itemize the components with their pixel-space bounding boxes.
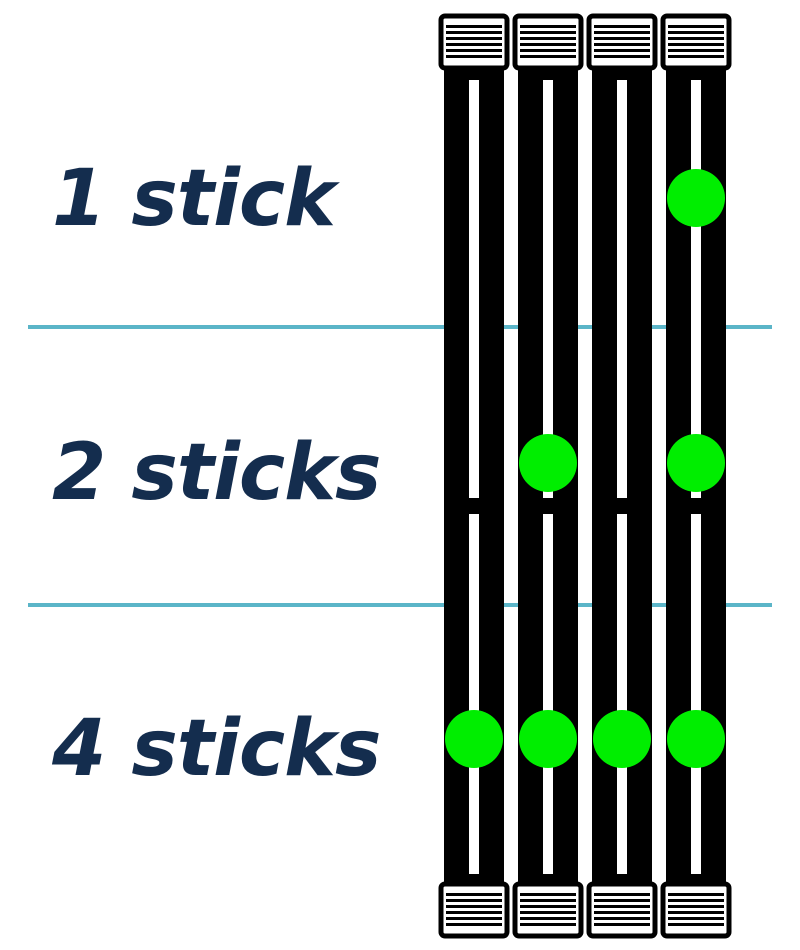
slot-4-notch-right (720, 498, 726, 514)
row-label-2-sticks: 2 sticks (52, 428, 381, 518)
populated-indicator-row3-slot3 (593, 710, 651, 768)
slot-3-upper-channel (617, 80, 627, 498)
slot-1-lower-channel (469, 514, 479, 874)
populated-indicator-row2-slot2 (519, 434, 577, 492)
slot-1-notch-left (444, 498, 450, 514)
slot-2-top-latch (515, 16, 581, 68)
populated-indicator-row3-slot4 (667, 710, 725, 768)
slot-2-bottom-latch (515, 884, 581, 936)
slot-2-notch-right (572, 498, 578, 514)
slot-1-bottom-latch (441, 884, 507, 936)
row-label-1-stick: 1 stick (52, 154, 335, 244)
slot-3-notch-left (592, 498, 598, 514)
slot-1-top-latch (441, 16, 507, 68)
slot-4-notch-left (666, 498, 672, 514)
populated-indicator-row1-slot4 (667, 169, 725, 227)
slot-4-top-latch (663, 16, 729, 68)
slot-3-top-latch (589, 16, 655, 68)
slot-4-bottom-latch (663, 884, 729, 936)
slot-1-upper-channel (469, 80, 479, 498)
slot-2-notch-left (518, 498, 524, 514)
slot-3-bottom-latch (589, 884, 655, 936)
slot-3-notch-right (646, 498, 652, 514)
populated-indicator-row2-slot4 (667, 434, 725, 492)
slot-1-notch-right (498, 498, 504, 514)
slot-2-lower-channel (543, 514, 553, 874)
populated-indicator-row3-slot1 (445, 710, 503, 768)
row-label-4-sticks: 4 sticks (52, 704, 381, 794)
slot-3-lower-channel (617, 514, 627, 874)
slot-4-lower-channel (691, 514, 701, 874)
populated-indicator-row3-slot2 (519, 710, 577, 768)
